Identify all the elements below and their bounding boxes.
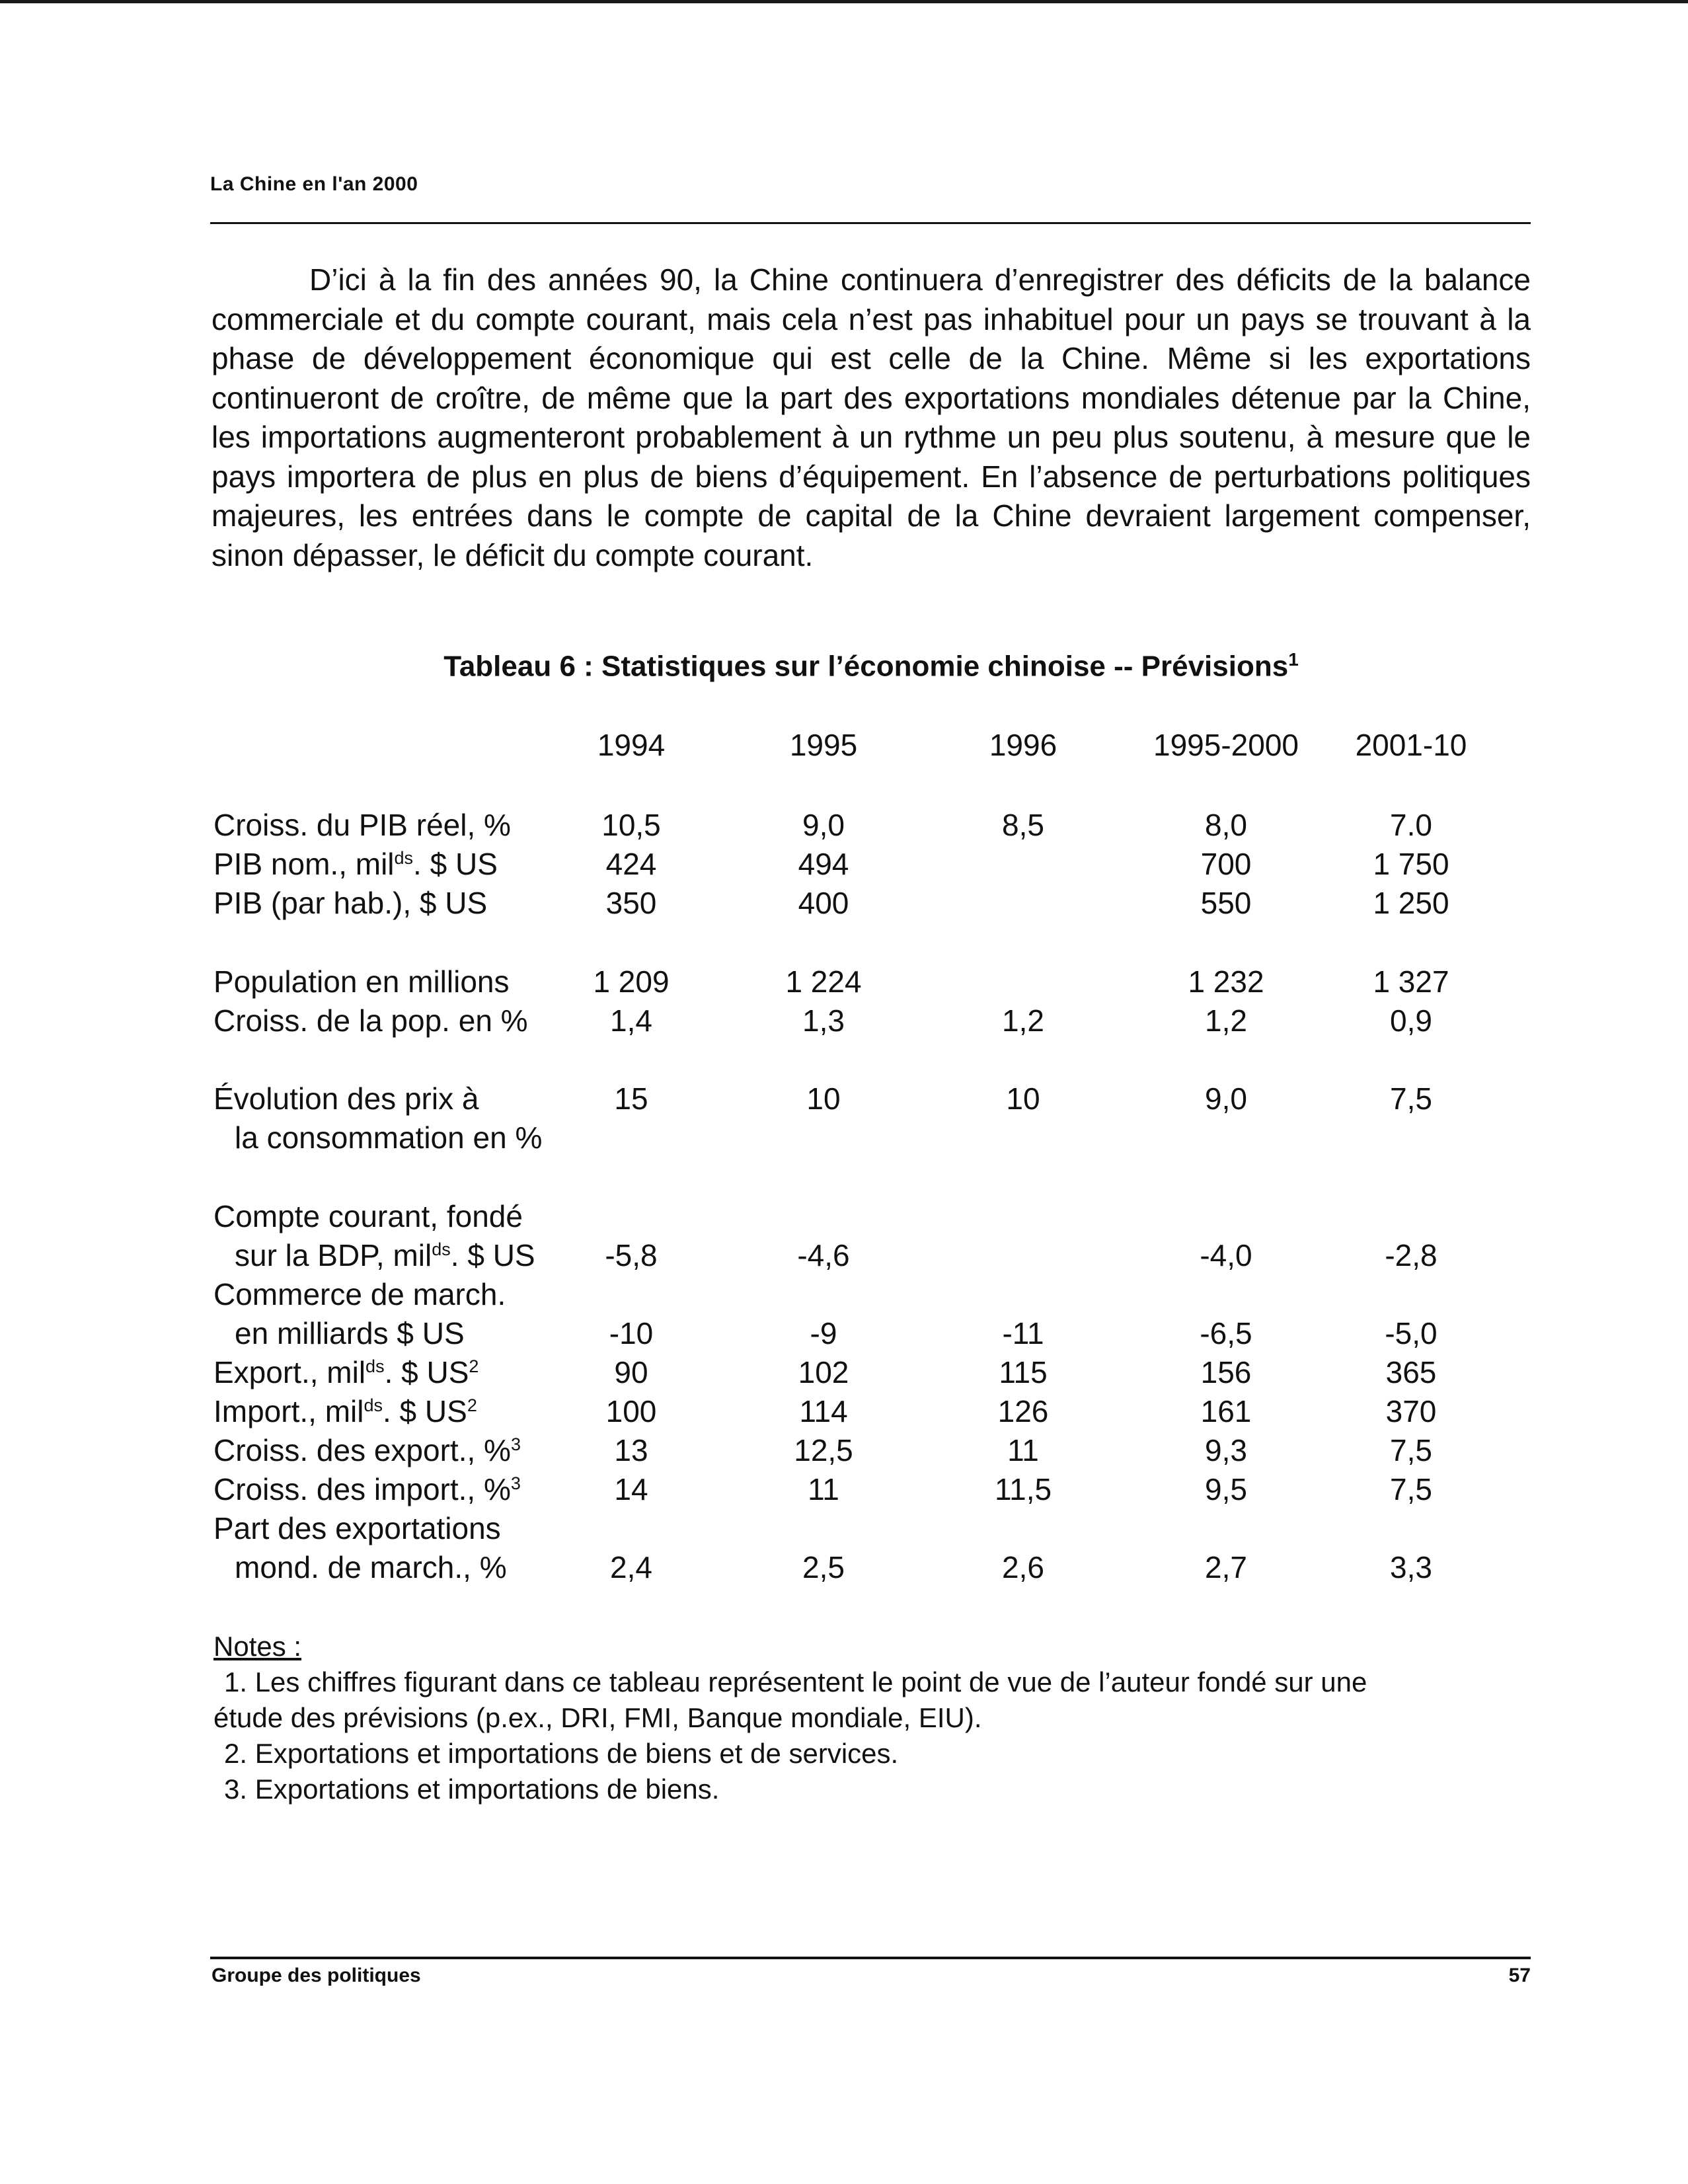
row-label-sup: ds [365,1356,385,1376]
cell: 400 [798,886,849,920]
cell: 370 [1385,1394,1437,1428]
row-label-text: . $ US [384,1355,469,1389]
row-label-note: 3 [510,1434,521,1454]
row-label-sup: ds [432,1239,451,1259]
cell: 9,3 [1205,1433,1247,1467]
cell: 7.0 [1390,808,1432,842]
row-label-line2: en milliards $ US [235,1316,465,1350]
row-label-text: . $ US [383,1394,467,1428]
notes-heading: Notes : [213,1631,302,1662]
footer-publisher: Groupe des politiques [211,1965,421,1986]
body-paragraph: D’ici à la fin des années 90, la Chine continuera d’enregistrer des déficits de la balance commerciale et du compte courant, mais cela n’est pas inhabituel pour un pays se trouvant à la phase de développement économique qui est celle de la Chine. Même si les exportations continueront de croître, de même que la part des exportations mondiales détenue par la Chine, les importations augmenteront probablement à un rythme un peu plus soutenu, à mesure que le pays importera de plus en plus de biens d’équipement. En l’absence de perturbations politiques majeures, les entrées dans le compte de capital de la Chine devraient largement compenser, sinon dépasser, le déficit du compte courant. [211,262,1531,572]
cell: 11 [1007,1433,1039,1467]
cell: 1,2 [1002,1003,1044,1038]
cell: 494 [798,847,849,881]
cell: 102 [798,1355,849,1389]
cell: 13 [614,1433,648,1467]
cell: 100 [605,1394,657,1428]
cell: 14 [614,1472,648,1506]
cell: 8,5 [1002,808,1044,842]
cell: 11,5 [994,1472,1052,1506]
table-title [211,649,1531,683]
note-item: 3. Exportations et importations de biens. [224,1774,720,1805]
table-title-text: Tableau 6 : Statistiques sur l’économie chinoise -- Prévisions [443,650,1289,683]
cell: 2,7 [1205,1550,1247,1584]
row-label-text: Croiss. des import., % [213,1472,511,1506]
col-header-2001-10: 2001-10 [1355,728,1467,762]
row-label-note: 2 [469,1356,479,1376]
cell: 7,5 [1390,1433,1432,1467]
cell: -10 [609,1316,654,1350]
row-label [213,1471,521,1508]
cell: 10 [1006,1081,1040,1116]
cell: 15 [614,1081,648,1116]
row-label-text: . $ US [413,847,498,881]
cell: 12,5 [794,1433,853,1467]
row-label-sup: ds [364,1395,383,1415]
page-top-edge [0,0,1688,3]
cell: -5,0 [1385,1316,1438,1350]
col-header-1994: 1994 [597,728,666,762]
cell: -6,5 [1200,1316,1252,1350]
table-notes [213,1629,1535,1807]
cell: 10 [806,1081,841,1116]
cell: 9,0 [802,808,845,842]
running-header: La Chine en l'an 2000 [210,173,418,195]
cell: 0,9 [1390,1003,1432,1038]
cell: 7,5 [1390,1081,1432,1116]
note-item: étude des prévisions (p.ex., DRI, FMI, Banque mondiale, EIU). [213,1702,982,1733]
col-header-1995-2000: 1995-2000 [1153,728,1299,762]
cell: -11 [1002,1316,1044,1350]
row-label: Commerce de march. [213,1277,506,1311]
cell: 350 [605,886,657,920]
row-label-line2 [235,1237,535,1274]
cell: 424 [605,847,657,881]
cell: 1,4 [610,1003,652,1038]
row-label-line2: la consommation en % [235,1120,543,1155]
row-label [213,1393,477,1430]
row-label-text: Croiss. des export., % [213,1433,511,1467]
row-label [213,1432,521,1469]
table-title-note: 1 [1288,649,1299,670]
row-label: Compte courant, fondé [213,1199,523,1233]
cell: 1,3 [802,1003,845,1038]
footer-rule [210,1957,1531,1959]
row-label-note: 2 [467,1395,477,1415]
note-item: 1. Les chiffres figurant dans ce tableau représentent le point de vue de l’auteur fondé sur une [224,1666,1367,1697]
row-label: Part des exportations [213,1511,501,1545]
row-label: PIB (par hab.), $ US [213,886,488,920]
cell: 115 [999,1355,1048,1389]
cell: 9,5 [1205,1472,1247,1506]
cell: 90 [614,1355,648,1389]
cell: 161 [1200,1394,1252,1428]
cell: 2,4 [610,1550,652,1584]
row-label: Croiss. de la pop. en % [213,1003,528,1038]
cell: 1 750 [1373,847,1449,881]
row-label: Population en millions [213,964,510,999]
cell: 156 [1200,1355,1252,1389]
row-label-text: sur la BDP, mil [235,1238,432,1272]
col-header-1995: 1995 [789,728,858,762]
cell: 1 327 [1373,964,1449,999]
cell: 550 [1200,886,1252,920]
cell: -5,8 [605,1238,658,1272]
cell: 9,0 [1205,1081,1247,1116]
cell: 700 [1200,847,1252,881]
cell: -9 [810,1316,837,1350]
cell: -2,8 [1385,1238,1438,1272]
cell: 8,0 [1205,808,1247,842]
cell: 1 224 [785,964,862,999]
row-label [213,845,498,882]
cell: 114 [799,1394,848,1428]
cell: 3,3 [1390,1550,1432,1584]
row-label: Croiss. du PIB réel, % [213,808,511,842]
row-label: Évolution des prix à [213,1081,479,1116]
cell: 1 232 [1188,964,1264,999]
cell: 126 [997,1394,1049,1428]
cell: 2,6 [1002,1550,1044,1584]
cell: -4,0 [1200,1238,1252,1272]
row-label-text: PIB nom., mil [213,847,395,881]
row-label [213,1354,479,1391]
note-item: 2. Exportations et importations de biens et de services. [224,1738,899,1769]
cell: 1,2 [1205,1003,1247,1038]
row-label-line2: mond. de march., % [235,1550,507,1584]
cell: 7,5 [1390,1472,1432,1506]
row-label-text: Import., mil [213,1394,364,1428]
cell: 10,5 [601,808,661,842]
cell: 1 209 [593,964,670,999]
row-label-sup: ds [394,848,414,868]
row-label-note: 3 [510,1473,521,1493]
header-rule [210,222,1531,224]
page-number: 57 [1508,1965,1531,1986]
col-header-1996: 1996 [989,728,1057,762]
cell: 11 [808,1472,839,1506]
cell: 365 [1385,1355,1437,1389]
row-label-text: Export., mil [213,1355,366,1389]
row-label-text: . $ US [450,1238,535,1272]
cell: 2,5 [802,1550,845,1584]
cell: 1 250 [1373,886,1449,920]
cell: -4,6 [797,1238,850,1272]
